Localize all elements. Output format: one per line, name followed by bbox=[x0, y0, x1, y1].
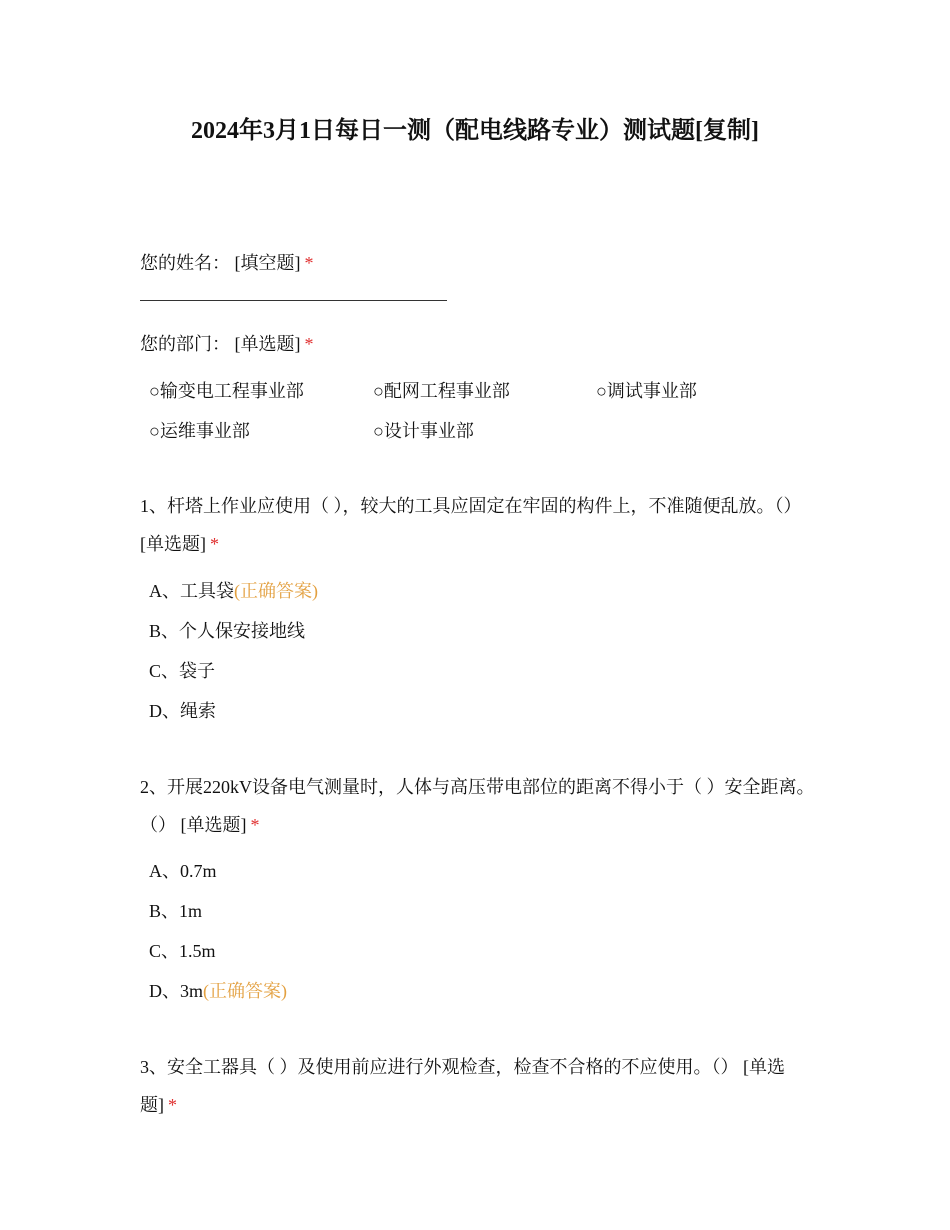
dept-option[interactable]: ○调试事业部 bbox=[596, 381, 697, 401]
correct-answer-note: (正确答案) bbox=[234, 581, 318, 601]
required-mark: * bbox=[250, 815, 260, 835]
option-label: B、1m bbox=[149, 901, 203, 921]
option-label: A、工具袋 bbox=[149, 581, 234, 601]
q2-option-d[interactable] bbox=[149, 979, 287, 1003]
question-type: [单选题] bbox=[140, 1057, 785, 1115]
question-number: 1、 bbox=[140, 496, 167, 516]
option-label: C、袋子 bbox=[149, 661, 216, 681]
page-title: 2024年3月1日每日一测（配电线路专业）测试题[复制] bbox=[191, 118, 759, 144]
question-text: 安全工器具（ ）及使用前应进行外观检查，检查不合格的不应使用。（） bbox=[167, 1057, 739, 1077]
required-mark: * bbox=[304, 253, 314, 273]
name-label: 您的姓名： bbox=[140, 253, 230, 273]
question-type: [单选题] bbox=[140, 534, 206, 554]
dept-type: [单选题] bbox=[234, 334, 301, 354]
q1-option-d[interactable] bbox=[149, 699, 216, 723]
question-1-title bbox=[140, 487, 820, 563]
q1-option-c[interactable] bbox=[149, 659, 215, 683]
q1-option-a[interactable] bbox=[149, 579, 318, 603]
name-input-line[interactable] bbox=[140, 300, 447, 301]
q2-option-a[interactable] bbox=[149, 859, 217, 883]
dept-option[interactable]: ○输变电工程事业部 bbox=[149, 381, 304, 401]
question-text: 开展220kV设备电气测量时，人体与高压带电部位的距离不得小于（ ）安全距离。（） bbox=[140, 777, 815, 835]
dept-question bbox=[140, 325, 820, 363]
question-number: 2、 bbox=[140, 777, 167, 797]
option-label: B、个人保安接地线 bbox=[149, 621, 306, 641]
dept-option[interactable]: ○设计事业部 bbox=[373, 421, 474, 441]
question-2-title bbox=[140, 768, 820, 844]
q2-option-b[interactable] bbox=[149, 899, 202, 923]
required-mark: * bbox=[304, 334, 314, 354]
correct-answer-note: (正确答案) bbox=[203, 981, 287, 1001]
q1-option-b[interactable] bbox=[149, 619, 305, 643]
name-type: [填空题] bbox=[234, 253, 301, 273]
dept-option[interactable]: ○运维事业部 bbox=[149, 421, 250, 441]
option-label: D、绳索 bbox=[149, 701, 216, 721]
dept-option[interactable]: ○配网工程事业部 bbox=[373, 381, 510, 401]
question-number: 3、 bbox=[140, 1057, 167, 1077]
question-3-title bbox=[140, 1048, 820, 1124]
option-label: A、0.7m bbox=[149, 861, 217, 881]
question-type: [单选题] bbox=[180, 815, 247, 835]
q2-option-c[interactable] bbox=[149, 939, 216, 963]
required-mark: * bbox=[210, 534, 219, 554]
question-text: 杆塔上作业应使用（ ），较大的工具应固定在牢固的构件上，不准随便乱放。（） bbox=[167, 496, 802, 516]
option-label: C、1.5m bbox=[149, 941, 216, 961]
dept-label: 您的部门： bbox=[140, 334, 230, 354]
required-mark: * bbox=[168, 1095, 177, 1115]
option-label: D、3m bbox=[149, 981, 203, 1001]
name-question bbox=[140, 244, 820, 282]
